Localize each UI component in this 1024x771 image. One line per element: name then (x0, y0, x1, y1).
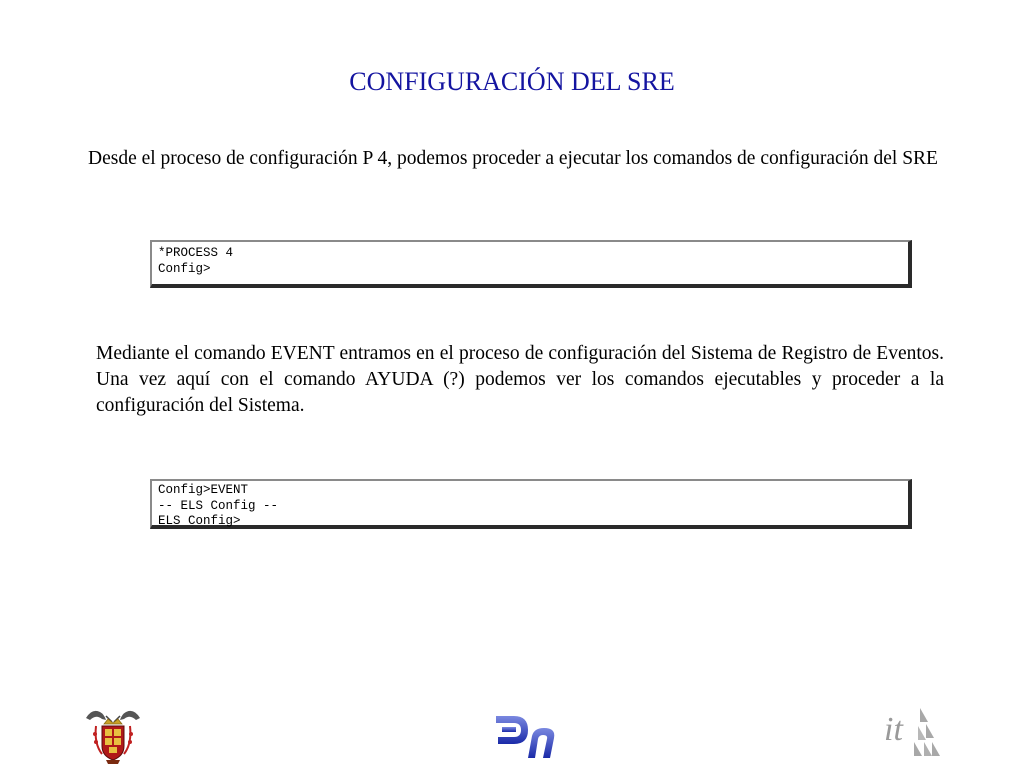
terminal-box-event (150, 479, 912, 529)
dn-logo-icon (490, 706, 566, 764)
terminal-line: Config>EVENT (158, 483, 249, 497)
university-crest-icon (82, 704, 144, 766)
terminal-box-process (150, 240, 912, 288)
terminal-line: -- ELS Config -- (158, 498, 279, 513)
terminal-line: Config> (158, 261, 211, 276)
slide-title: CONFIGURACIÓN DEL SRE (349, 67, 675, 96)
intro-paragraph: Desde el proceso de configuración P 4, podemos proceder a ejecutar los comandos de configuración del SRE (88, 148, 938, 169)
terminal-line: *PROCESS 4 (158, 246, 234, 260)
event-paragraph: Mediante el comando EVENT entramos en el proceso de configuración del Sistema de Registro de Eventos. Una vez aquí con el comando AYUDA (?) podemos ver los comandos ejecutables y proceder a la configuración del Sistema. (96, 343, 944, 416)
it-logo-icon (880, 702, 944, 762)
it-logo-text: it (884, 711, 903, 748)
terminal-line: ELS Config> (158, 514, 241, 528)
